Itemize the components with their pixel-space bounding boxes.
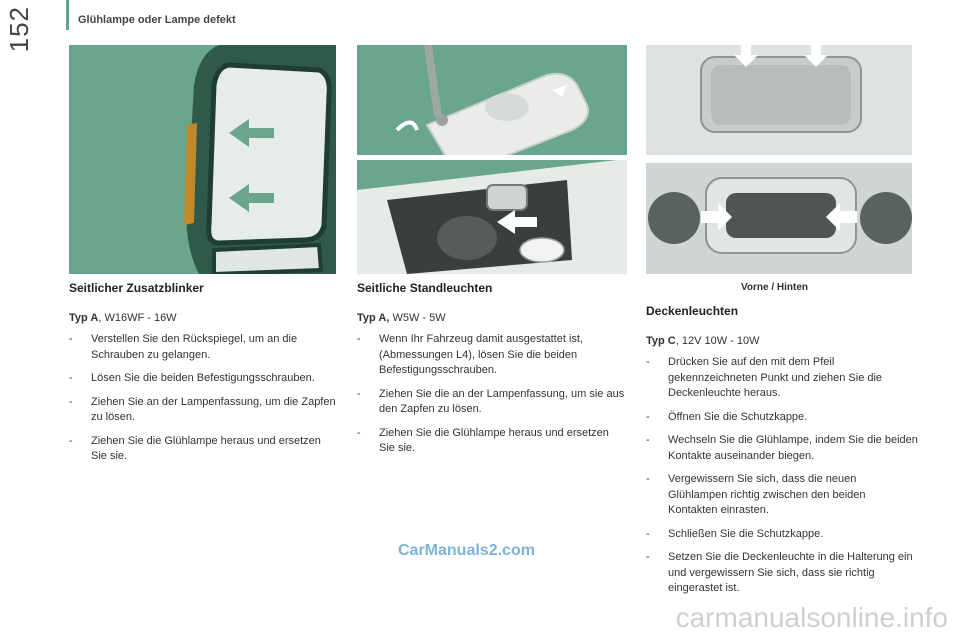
list-item: - Wenn Ihr Fahrzeug damit ausgestattet ist, (Abmessungen L4), lösen Sie die beiden Befestigungsschrauben.	[357, 332, 627, 379]
list-item: - Drücken Sie auf den mit dem Pfeil gekennzeichneten Punkt und ziehen Sie die Deckenleuchte heraus.	[646, 355, 918, 402]
figure-caption-front-rear: Vorne / Hinten	[741, 282, 809, 293]
page-number: 152	[4, 6, 34, 53]
bulb-type: Typ A, W5W - 5W	[357, 311, 446, 324]
list-item: - Vergewissern Sie sich, dass die neuen Glühlampen richtig zwischen den beiden Kontakten einrasten.	[646, 472, 918, 519]
figure-side-marker-cover	[357, 45, 627, 155]
section-title: Seitlicher Zusatzblinker	[69, 281, 204, 295]
section-dome-light	[646, 304, 918, 605]
list-item: - Schließen Sie die Schutzkappe.	[646, 527, 918, 543]
chapter-title: Glühlampe oder Lampe defekt	[78, 14, 236, 26]
list-item: - Ziehen Sie die Glühlampe heraus und ersetzen Sie sie.	[69, 434, 339, 465]
list-item: - Lösen Sie die beiden Befestigungsschrauben.	[69, 371, 339, 387]
steps-list	[69, 332, 339, 465]
steps-list	[357, 332, 627, 457]
list-item: - Setzen Sie die Deckenleuchte in die Halterung ein und vergewissern Sie sich, dass sie richtig eingerastet ist.	[646, 550, 918, 597]
section-side-indicator	[69, 281, 339, 473]
bulb-type: Typ A, W16WF - 16W	[69, 311, 177, 324]
list-item: - Ziehen Sie an der Lampenfassung, um die Zapfen zu lösen.	[69, 395, 339, 426]
figure-dome-light-removed	[646, 163, 912, 274]
section-side-marker	[357, 281, 627, 465]
figure-dome-light	[646, 45, 912, 155]
section-title: Seitliche Standleuchten	[357, 281, 493, 295]
section-title: Deckenleuchten	[646, 304, 739, 318]
watermark-link[interactable]: CarManuals2.com	[398, 542, 535, 559]
figure-side-marker-bulb	[357, 160, 627, 274]
list-item: - Ziehen Sie die an der Lampenfassung, um sie aus den Zapfen zu lösen.	[357, 387, 627, 418]
bulb-type: Typ C, 12V 10W - 10W	[646, 334, 760, 347]
list-item: - Ziehen Sie die Glühlampe heraus und ersetzen Sie sie.	[357, 426, 627, 457]
list-item: - Öffnen Sie die Schutzkappe.	[646, 410, 918, 426]
list-item: - Verstellen Sie den Rückspiegel, um an die Schrauben zu gelangen.	[69, 332, 339, 363]
list-item: - Wechseln Sie die Glühlampe, indem Sie die beiden Kontakte auseinander biegen.	[646, 433, 918, 464]
steps-list	[646, 355, 918, 597]
chapter-accent-bar	[66, 0, 69, 30]
figure-mirror-indicator	[69, 45, 336, 274]
footer-watermark: carmanualsonline.info	[675, 602, 948, 633]
